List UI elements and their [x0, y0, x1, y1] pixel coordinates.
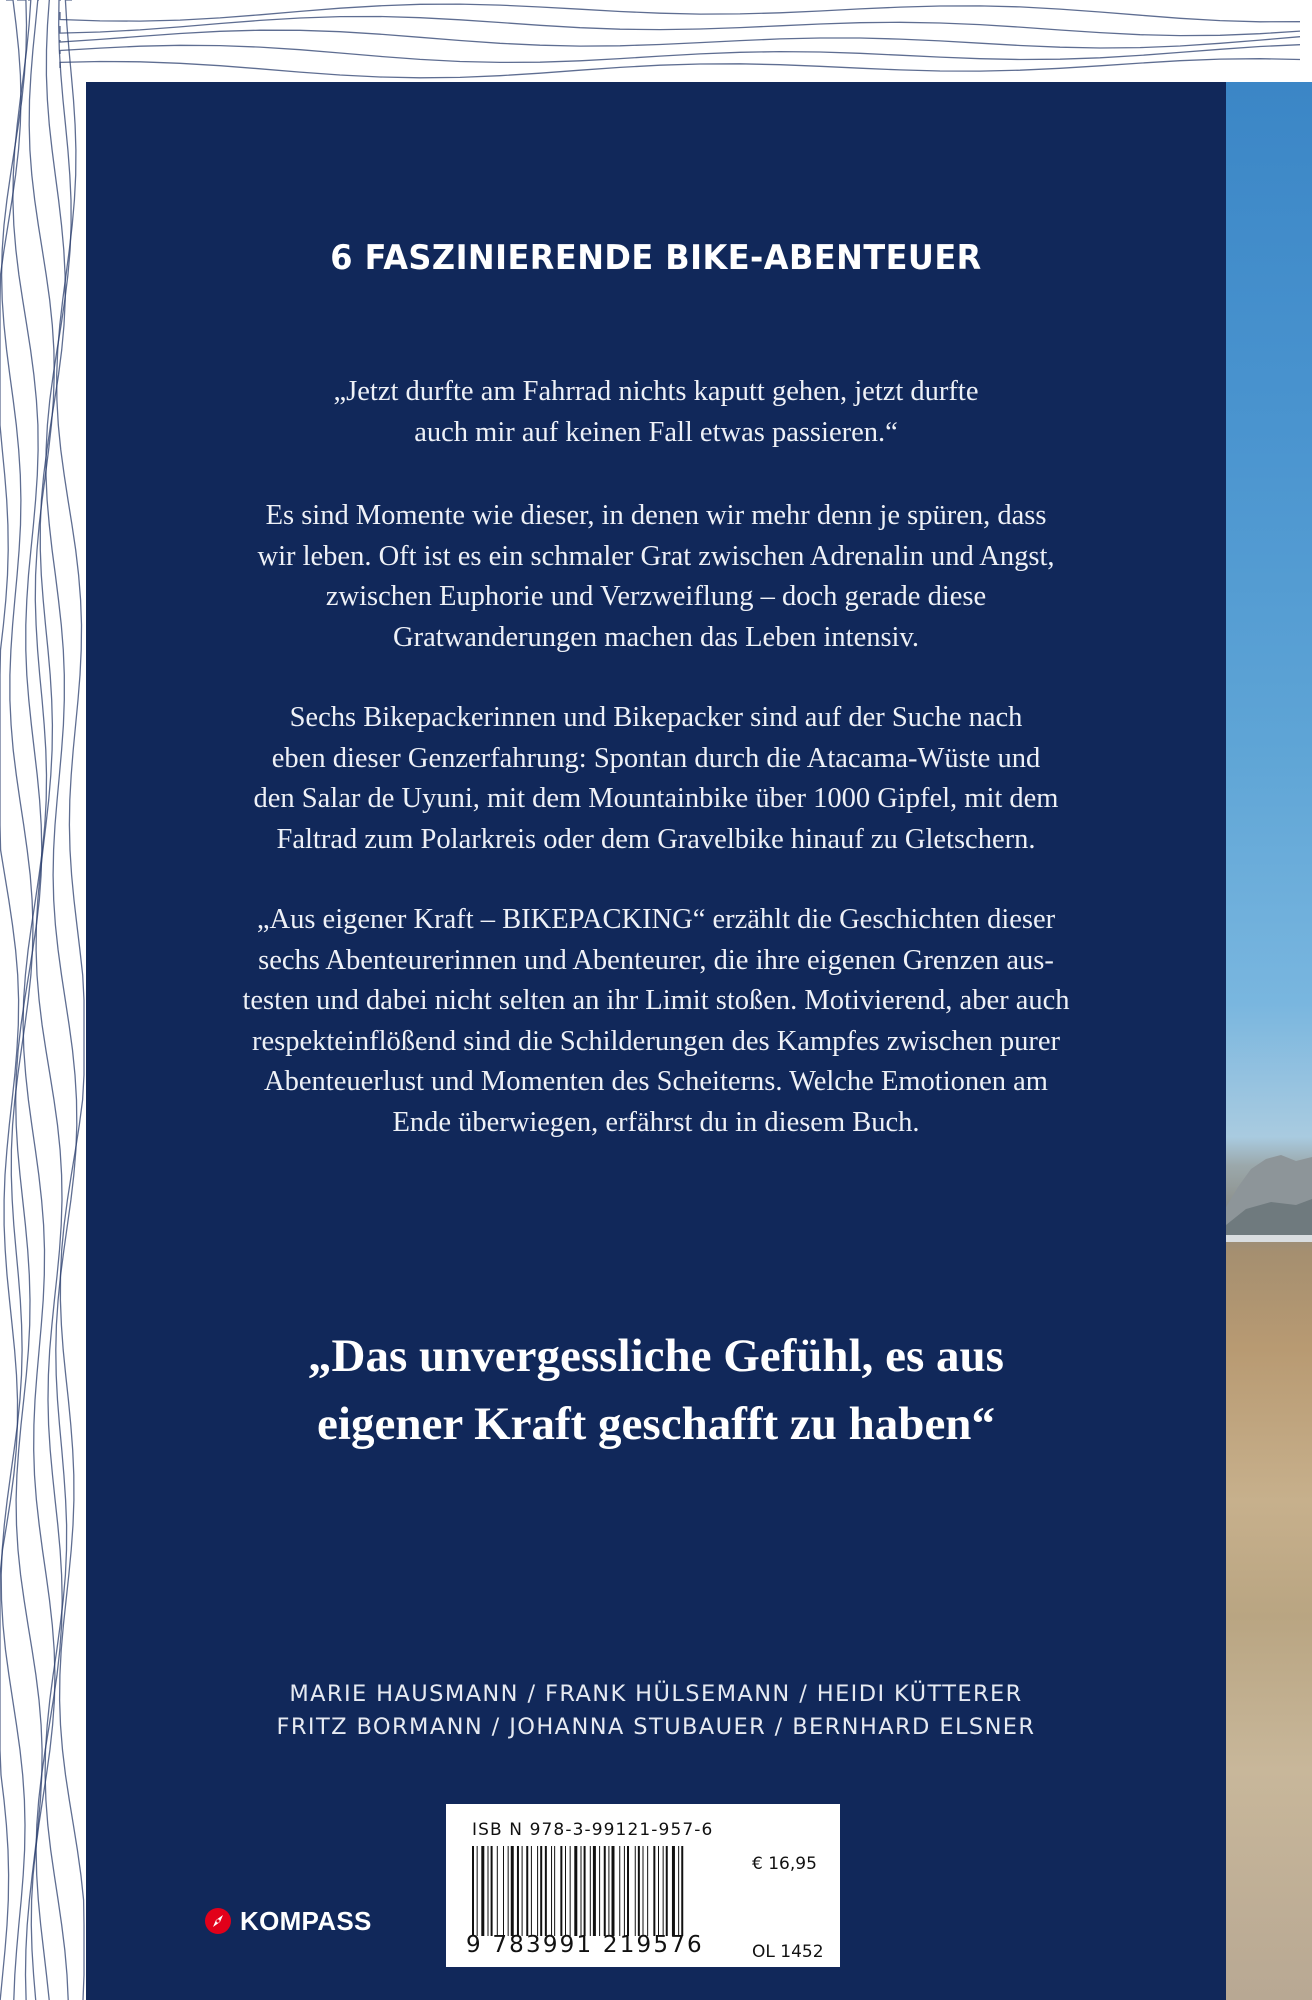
barcode-bar — [590, 1846, 591, 1936]
barcode-bar — [635, 1846, 636, 1936]
barcode-bar — [663, 1846, 664, 1936]
barcode-bar — [624, 1846, 625, 1936]
contour-line — [60, 4, 1300, 22]
bikepackers-paragraph — [176, 698, 1136, 860]
barcode-bar — [537, 1846, 538, 1936]
book-description-paragraph — [176, 900, 1136, 1143]
mountain-silhouette — [1226, 1147, 1312, 1242]
barcode-bar — [517, 1846, 519, 1936]
author-line: MARIE HAUSMANN / FRANK HÜLSEMANN / HEIDI KÜTTERER — [289, 1681, 1023, 1707]
barcode-bar — [488, 1846, 489, 1936]
text-line: Abenteuerlust und Momenten des Scheiterns. Welche Emotionen am — [264, 1066, 1048, 1097]
barcode-bar — [658, 1846, 659, 1936]
text-line: Es sind Momente wie dieser, in denen wir mehr denn je spüren, dass — [265, 500, 1047, 531]
text-line: zwischen Euphorie und Verzweiflung – doch gerade diese — [325, 581, 987, 612]
barcode-bar — [593, 1846, 596, 1936]
contour-line — [13, 0, 42, 2000]
barcode-bar — [554, 1846, 555, 1936]
text-line: Faltrad zum Polarkreis oder dem Gravelbike hinauf zu Gletschern. — [276, 823, 1036, 855]
contour-line — [0, 0, 21, 2000]
text-line: Gratwanderungen machen das Leben intensiv. — [393, 621, 919, 653]
contour-line — [36, 0, 65, 2000]
landscape-photo-strip — [1226, 82, 1312, 2000]
pull-quote-line: eigener Kraft geschafft zu haben“ — [317, 1398, 995, 1450]
barcode-bar — [672, 1846, 675, 1936]
barcode-bar — [627, 1846, 629, 1936]
barcode-bar — [638, 1846, 640, 1936]
price: € 16,95 — [752, 1854, 817, 1874]
barcode-bar — [477, 1846, 478, 1936]
author-line: FRITZ BORMANN / JOHANNA STUBAUER / BERNHARD ELSNER — [276, 1714, 1036, 1740]
barcode-bar — [681, 1846, 683, 1936]
barcode-bar — [584, 1846, 586, 1936]
barcode-number: 9 783991 219576 — [466, 1932, 704, 1958]
text-line: Ende überwiegen, erfährst du in diesem Buch. — [392, 1106, 920, 1138]
barcode-bar — [565, 1846, 566, 1936]
barcode-bar — [472, 1846, 474, 1936]
text-line: eben dieser Genzerfahrung: Spontan durch die Atacama-Wüste und — [271, 742, 1041, 774]
text-line: Sechs Bikepackerinnen und Bikepacker sind auf der Suche nach — [289, 702, 1023, 733]
barcode-bar — [481, 1846, 484, 1936]
publisher-name: KOMPASS — [240, 1905, 372, 1936]
barcode-bar — [608, 1846, 609, 1936]
order-code: OL 1452 — [752, 1942, 824, 1962]
isbn-text: ISB N 978-3-99121-957-6 — [472, 1820, 714, 1840]
barcode-label — [446, 1804, 840, 1967]
barcode-bar — [531, 1846, 532, 1936]
contour-line — [60, 59, 1300, 78]
kompass-logo — [204, 1904, 372, 1938]
contour-line — [57, 0, 84, 2000]
barcode-bar — [604, 1846, 606, 1936]
barcode-bar — [540, 1846, 542, 1936]
text-line: den Salar de Uyuni, mit dem Mountainbike über 1000 Gipfel, mit dem — [253, 783, 1059, 814]
barcode-bar — [522, 1846, 523, 1936]
pull-quote-line: „Das unvergessliche Gefühl, es aus — [308, 1330, 1004, 1382]
compass-icon — [204, 1907, 232, 1935]
headline: 6 FASZINIERENDE BIKE-ABENTEUER — [330, 238, 982, 278]
barcode-bars — [472, 1846, 736, 1936]
intro-quote-paragraph — [176, 372, 1136, 453]
pull-quote — [86, 1322, 1226, 1458]
barcode-bar — [508, 1846, 509, 1936]
text-line: wir leben. Oft ist es ein schmaler Grat zwischen Adrenalin und Angst, — [257, 540, 1055, 572]
text-line: respekteinflößend sind die Schilderungen des Kampfes zwischen purer — [251, 1025, 1061, 1057]
text-line: testen und dabei nicht selten an ihr Limit stoßen. Motivierend, aber auch — [242, 985, 1070, 1016]
barcode-bar — [570, 1846, 571, 1936]
barcode-bar — [503, 1846, 504, 1936]
barcode-bar — [497, 1846, 498, 1936]
barcode-bar — [560, 1846, 562, 1936]
barcode-bar — [666, 1846, 668, 1936]
text-line: „Jetzt durfte am Fahrrad nichts kaputt gehen, jetzt durfte — [333, 376, 979, 407]
barcode-bar — [599, 1846, 600, 1936]
barcode-bar — [643, 1846, 644, 1936]
barcode-bar — [678, 1846, 679, 1936]
barcode-bar — [653, 1846, 655, 1936]
barcode-bar — [545, 1846, 547, 1936]
text-line: auch mir auf keinen Fall etwas passieren.“ — [414, 416, 898, 448]
text-line: sechs Abenteurerinnen und Abenteurer, die ihre eigenen Grenzen aus- — [258, 944, 1054, 976]
barcode-bar — [612, 1846, 615, 1936]
barcode-bar — [581, 1846, 582, 1936]
barcode-bar — [511, 1846, 514, 1936]
contour-line — [60, 17, 1300, 36]
author-list — [86, 1678, 1226, 1744]
barcode-bar — [526, 1846, 528, 1936]
text-line: „Aus eigener Kraft – BIKEPACKING“ erzählt die Geschichten dieser — [256, 904, 1056, 935]
barcode-bar — [647, 1846, 648, 1936]
contour-line — [1, 0, 33, 2000]
moments-paragraph — [176, 496, 1136, 658]
back-cover-panel — [86, 82, 1226, 2000]
barcode-bar — [551, 1846, 552, 1936]
barcode-bar — [491, 1846, 493, 1936]
barcode-bar — [574, 1846, 577, 1936]
barcode-bar — [619, 1846, 620, 1936]
